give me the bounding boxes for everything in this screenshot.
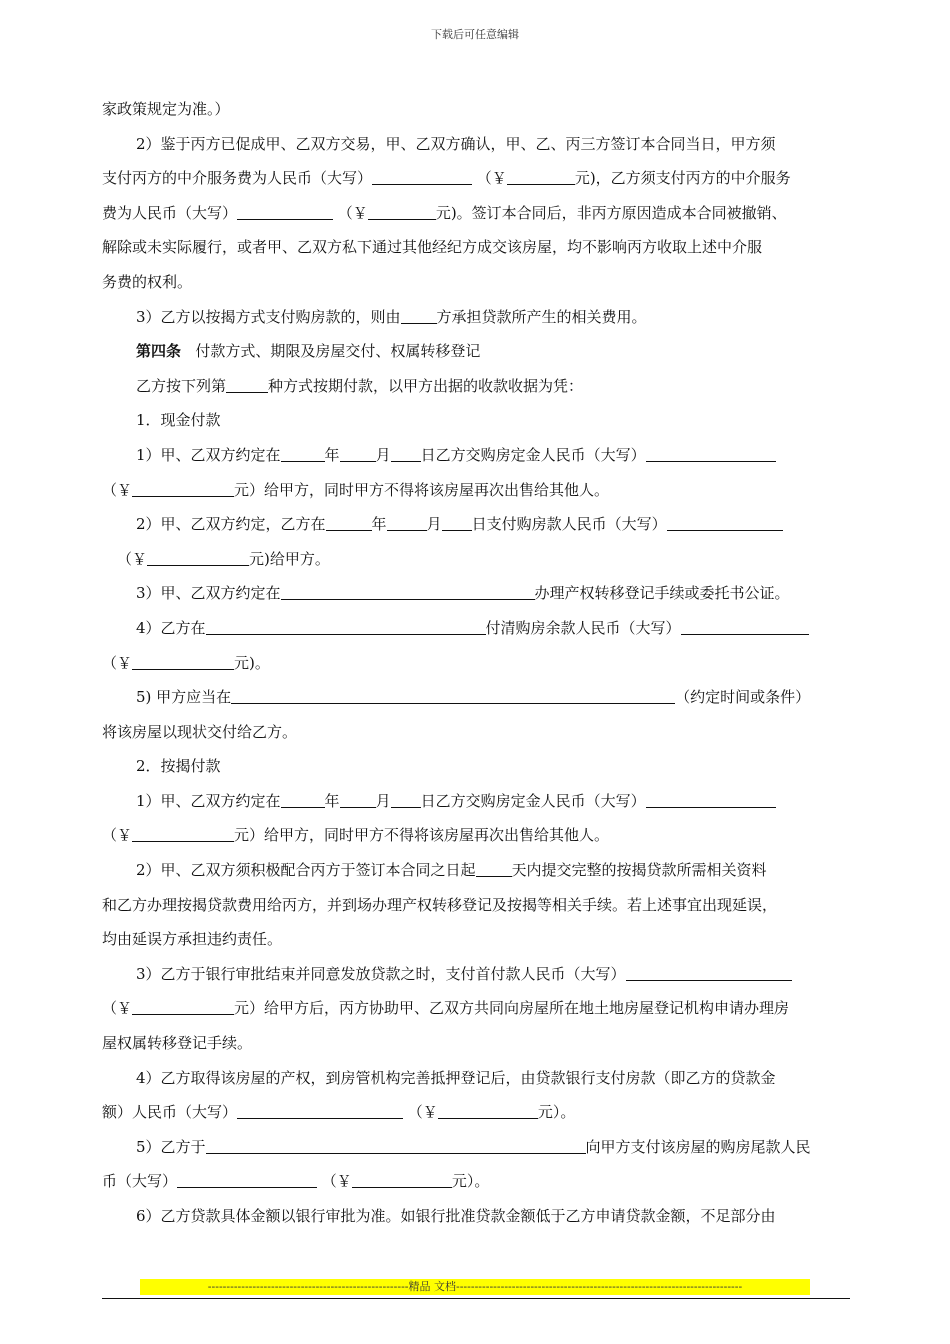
paragraph-line: 费为人民币（大写） （￥ 元)。签订本合同后，非丙方原因造成本合同被撤销、 [102, 203, 787, 222]
paragraph-line: 币（大写） （￥ 元）。 [102, 1172, 490, 1191]
blank-field[interactable] [401, 306, 437, 324]
paragraph-line: （￥ 元)。 [102, 653, 270, 672]
blank-field[interactable] [206, 1136, 586, 1154]
blank-field[interactable] [132, 652, 234, 670]
paragraph-line: 1）甲、乙双方约定在 年 月 日乙方交购房定金人民币（大写） [102, 784, 850, 819]
paragraph-line: 务费的权利。 [102, 272, 193, 291]
blank-field[interactable] [681, 617, 809, 635]
paragraph-line: 家政策规定为准。） [102, 100, 230, 118]
blank-field[interactable] [391, 444, 421, 462]
paragraph-line: （￥ 元）给甲方，同时甲方不得将该房屋再次出售给其他人。 [102, 480, 610, 499]
paragraph-line: 和乙方办理按揭贷款费用给丙方，并到场办理产权转移登记及按揭等相关手续。若上述事宜出现延误， [102, 895, 778, 914]
section-heading: 1．现金付款 [136, 411, 221, 430]
paragraph-line: 解除或未实际履行，或者甲、乙双方私下通过其他经纪方成交该房屋，均不影响丙方收取上述中介服 [102, 238, 763, 257]
paragraph-line: 均由延误方承担违约责任。 [102, 930, 283, 949]
blank-field[interactable] [476, 859, 512, 877]
blank-field[interactable] [391, 790, 421, 808]
paragraph-line: 支付丙方的中介服务费为人民币（大写） （￥ 元)，乙方须支付丙方的中介服务 [102, 169, 791, 188]
blank-field[interactable] [281, 444, 325, 462]
blank-field[interactable] [132, 479, 234, 497]
blank-field[interactable] [147, 548, 249, 566]
blank-field[interactable] [646, 444, 776, 462]
paragraph-line: 屋权属转移登记手续。 [102, 1034, 253, 1053]
paragraph-line: 乙方按下列第 种方式按期付款，以甲方出据的收款收据为凭： [136, 376, 584, 395]
paragraph-line: 1）甲、乙双方约定在 年 月 日乙方交购房定金人民币（大写） [102, 438, 850, 473]
blank-field[interactable] [438, 1101, 538, 1119]
paragraph-line: 4）乙方在 付清购房余款人民币（大写） [102, 611, 850, 646]
blank-field[interactable] [237, 202, 333, 220]
paragraph-line: 6）乙方贷款具体金额以银行审批为准。如银行批准贷款金额低于乙方申请贷款金额，不足部分由 [136, 1207, 776, 1225]
paragraph-line: 2）甲、乙双方须积极配合丙方于签订本合同之日起 天内提交完整的按揭贷款所需相关资料 [136, 861, 767, 880]
blank-field[interactable] [387, 513, 427, 531]
paragraph-line: 3）乙方于银行审批结束并同意发放贷款之时，支付首付款人民币（大写） [102, 957, 850, 992]
paragraph-line: 3）甲、乙双方约定在 办理产权转移登记手续或委托书公证。 [136, 584, 790, 603]
footer-divider [102, 1298, 850, 1299]
blank-field[interactable] [340, 444, 376, 462]
blank-field[interactable] [326, 513, 372, 531]
blank-field[interactable] [237, 1101, 403, 1119]
blank-field[interactable] [132, 824, 234, 842]
blank-field[interactable] [281, 790, 325, 808]
blank-field[interactable] [206, 617, 486, 635]
blank-field[interactable] [340, 790, 376, 808]
page-header: 下载后可任意编辑 [431, 28, 519, 41]
blank-field[interactable] [507, 167, 575, 185]
paragraph-line: 5）乙方于 向甲方支付该房屋的购房尾款人民 [136, 1137, 811, 1156]
paragraph-line: 2）甲、乙双方约定，乙方在 年 月 日支付购房款人民币（大写） [102, 507, 850, 542]
blank-field[interactable] [667, 513, 783, 531]
blank-field[interactable] [626, 963, 792, 981]
paragraph-line: 2）鉴于丙方已促成甲、乙双方交易，甲、乙双方确认，甲、乙、丙三方签订本合同当日，甲方须 [136, 134, 776, 153]
blank-field[interactable] [231, 686, 675, 704]
footer-banner: ------------------------------------------------------精品 文档----------------------------------------------------------------------------- [140, 1279, 810, 1295]
blank-field[interactable] [177, 1170, 317, 1188]
section-heading: 2．按揭付款 [136, 757, 221, 776]
paragraph-line: （￥ 元）给甲方后，丙方协助甲、乙双方共同向房屋所在地土地房屋登记机构申请办理房 [102, 999, 790, 1018]
paragraph-line: 将该房屋以现状交付给乙方。 [102, 722, 298, 741]
blank-field[interactable] [646, 790, 776, 808]
contract-body [102, 92, 850, 1234]
blank-field[interactable] [281, 582, 535, 600]
article-heading: 第四条 付款方式、期限及房屋交付、权属转移登记 [136, 342, 481, 361]
paragraph-line: 3）乙方以按揭方式支付购房款的，则由 方承担贷款所产生的相关费用。 [136, 307, 647, 326]
blank-field[interactable] [368, 202, 436, 220]
blank-field[interactable] [352, 1170, 452, 1188]
blank-field[interactable] [226, 375, 268, 393]
blank-field[interactable] [132, 997, 234, 1015]
paragraph-line: （￥ 元)给甲方。 [117, 549, 330, 568]
paragraph-line: 4）乙方取得该房屋的产权，到房管机构完善抵押登记后，由贷款银行支付房款（即乙方的贷款金 [136, 1068, 776, 1087]
paragraph-line: 额）人民币（大写） （￥ 元）。 [102, 1103, 576, 1122]
paragraph-line: （￥ 元）给甲方，同时甲方不得将该房屋再次出售给其他人。 [102, 826, 610, 845]
blank-field[interactable] [372, 167, 472, 185]
paragraph-line: 5) 甲方应当在 （约定时间或条件） [136, 688, 811, 707]
blank-field[interactable] [442, 513, 472, 531]
